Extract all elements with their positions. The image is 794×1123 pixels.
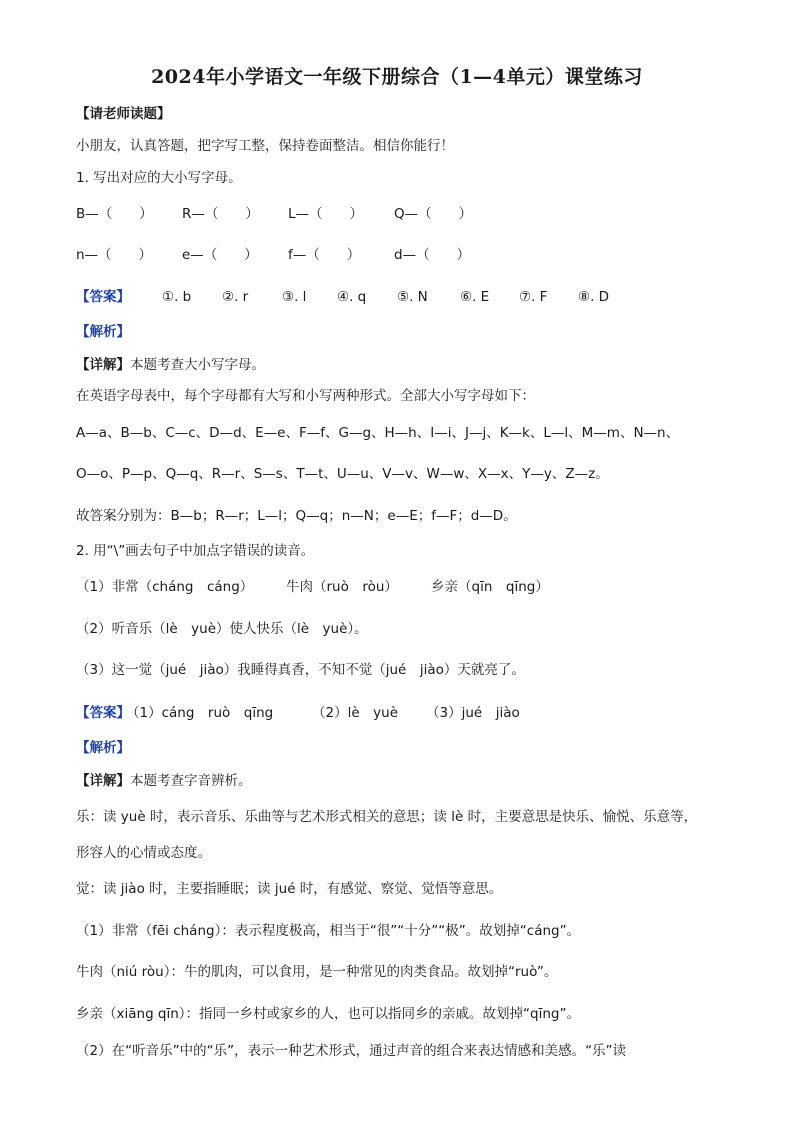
q1-explanation: 在英语字母表中，每个字母都有大写和小写两种形式。全部大小写字母如下：: [76, 388, 535, 404]
q1-item: e—（ ）: [182, 247, 258, 263]
q2-detail: [76, 772, 252, 790]
q2-prompt: 2. 用“\”画去句子中加点字错误的读音。: [76, 543, 315, 559]
q2-answer-tag: 【答案】: [76, 705, 130, 721]
page-title: 2024年小学语文一年级下册综合（1—4单元）课堂练习: [151, 66, 643, 88]
q1-answer: ①. b: [162, 289, 192, 305]
q1-item: B—（ ）: [76, 206, 153, 222]
q1-conclusion: 故答案分别为：B—b；R—r；L—l；Q—q；n—N；e—E；f—F；d—D。: [76, 508, 517, 524]
q2-analysis-tag: 【解析】: [76, 740, 130, 756]
q1-prompt: 1. 写出对应的大小写字母。: [76, 170, 242, 186]
q2-explanation: 乡亲（xiāng qīn）：指同一乡村或家乡的人，也可以指同乡的亲戚。故划掉“qīng”。: [76, 1006, 580, 1022]
q2-explanation: 形容人的心情或态度。: [76, 845, 211, 861]
q1-item: n—（ ）: [76, 247, 153, 263]
q1-answer-tag: 【答案】: [76, 289, 130, 305]
q1-detail: [76, 356, 265, 374]
q2-explanation: 牛肉（niú ròu）：牛的肌肉，可以食用，是一种常见的肉类食品。故划掉“ruò”。: [76, 964, 558, 980]
read-question-tag: 【请老师读题】: [76, 106, 171, 122]
q1-item: d—（ ）: [394, 247, 471, 263]
q2-sentence: 乡亲（qīn qīng）: [431, 579, 549, 595]
q1-item: R—（ ）: [182, 206, 259, 222]
q2-explanation: 觉：读 jiào 时，主要指睡眠；读 jué 时，有感觉、察觉、觉悟等意思。: [76, 881, 503, 897]
q1-analysis-tag: 【解析】: [76, 324, 130, 340]
q1-item: L—（ ）: [288, 206, 364, 222]
q1-answer: ⑥. E: [460, 289, 490, 305]
q2-sentence: 牛肉（ruò ròu）: [286, 579, 398, 595]
q1-item: Q—（ ）: [394, 206, 473, 222]
q1-answer: ④. q: [337, 289, 367, 305]
q2-sentence: （3）这一觉（jué jiào）我睡得真香，不知不觉（jué jiào）天就亮了。: [76, 662, 525, 678]
q2-answer: （1）cáng ruò qīng: [126, 705, 274, 721]
detail-tag: 【详解】: [76, 773, 130, 789]
q2-explanation: （1）非常（fēi cháng）：表示程度极高，相当于“很”“十分”“极”。故划掉“cáng”。: [76, 923, 581, 939]
q2-explanation: 乐：读 yuè 时，表示音乐、乐曲等与艺术形式相关的意思；读 lè 时，主要意思是快乐、愉悦、乐意等，: [76, 809, 698, 825]
detail-tag: 【详解】: [76, 357, 130, 373]
q2-explanation: （2）在“听音乐”中的“乐”，表示一种艺术形式，通过声音的组合来表达情感和美感。“乐”读: [76, 1043, 627, 1059]
q2-sentence: （2）听音乐（lè yuè）使人快乐（lè yuè）。: [76, 621, 368, 637]
q1-answer: ⑧. D: [578, 289, 610, 305]
q1-alphabet-line: O—o、P—p、Q—q、R—r、S—s、T—t、U—u、V—v、W—w、X—x、Y—y、Z—z。: [76, 466, 609, 482]
intro-text: 小朋友，认真答题，把字写工整，保持卷面整洁。相信你能行！: [76, 138, 454, 154]
q2-sentence: （1）非常（cháng cáng）: [76, 579, 254, 595]
q1-alphabet-line: A—a、B—b、C—c、D—d、E—e、F—f、G—g、H—h、I—i、J—j、K—k、L—l、M—m、N—n、: [76, 425, 680, 441]
q1-item: f—（ ）: [288, 247, 361, 263]
q1-answer: ③. l: [282, 289, 307, 305]
q1-answer: ⑦. F: [519, 289, 548, 305]
q2-answer: （3）jué jiào: [426, 705, 520, 721]
detail-text: 本题考查字音辨析。: [130, 773, 252, 789]
detail-text: 本题考查大小写字母。: [130, 357, 265, 373]
q1-answer: ⑤. N: [397, 289, 428, 305]
q1-answer: ②. r: [222, 289, 249, 305]
q2-answer: （2）lè yuè: [312, 705, 398, 721]
